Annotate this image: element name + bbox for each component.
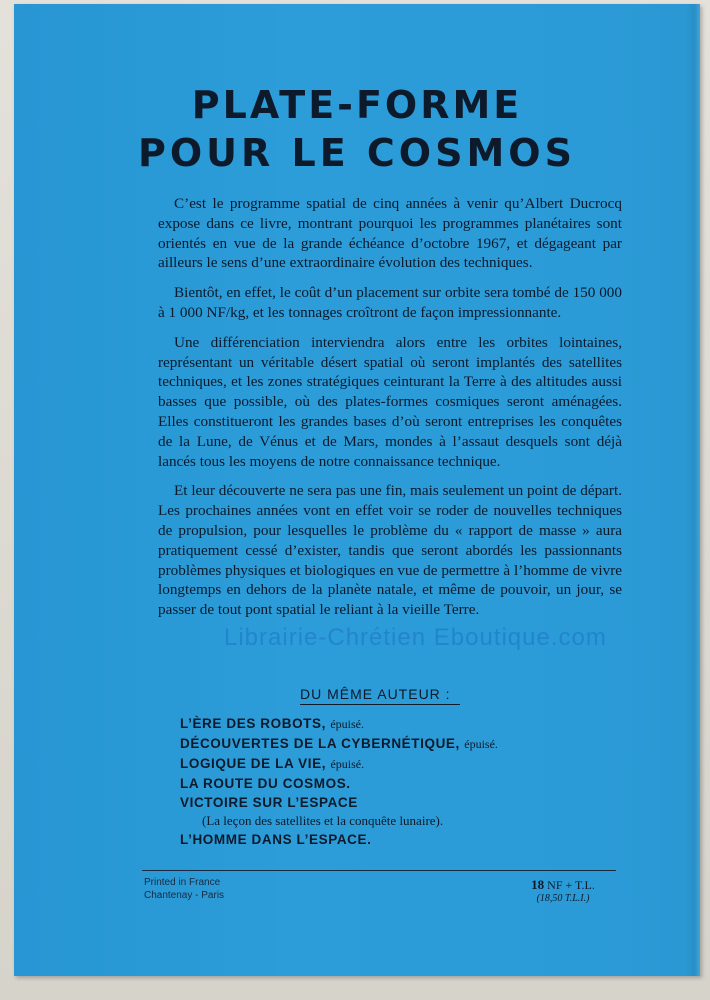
work-status: épuisé. — [464, 737, 498, 751]
printed-line-2: Chantenay - Paris — [144, 890, 225, 901]
work-item — [180, 774, 498, 793]
work-title: VICTOIRE SUR L’ESPACE — [180, 795, 358, 810]
work-status: épuisé. — [330, 717, 364, 731]
price-main — [514, 878, 612, 892]
work-title: LA ROUTE DU COSMOS. — [180, 776, 351, 791]
work-title: L’HOMME DANS L’ESPACE. — [180, 832, 372, 847]
price-unit: NF + T.L. — [547, 878, 595, 892]
cover-title-line-1: PLATE-FORME — [191, 83, 523, 127]
price-value: 18 — [531, 877, 545, 892]
price-block — [514, 878, 612, 905]
author-heading: DU MÊME AUTEUR : — [300, 686, 451, 702]
watermark: Librairie-Chrétien Eboutique.com — [224, 624, 607, 651]
cover-title-line-2: POUR LE COSMOS — [138, 131, 576, 175]
footer-rule — [142, 870, 616, 871]
price-tli: (18,50 T.L.I.) — [536, 893, 590, 904]
other-works-list — [180, 714, 498, 849]
work-item — [180, 830, 498, 849]
work-item — [180, 793, 498, 812]
work-item — [180, 754, 498, 774]
work-title: L’ÈRE DES ROBOTS, — [180, 716, 326, 731]
printer-info — [144, 876, 224, 902]
printed-line-1: Printed in France — [144, 877, 221, 888]
work-subtitle: (La leçon des satellites et la conquête lunaire). — [202, 813, 444, 828]
work-item — [180, 714, 498, 734]
blurb-paragraph-4: Et leur découverte ne sera pas une fin, mais seulement un point de départ. Les prochaines années vont en effet voir se roder de nouvelles techniques de propulsion, pour lesquelles le problème du « rapport de masse » aura pratiquement cessé d’exister, tandis que seront abordés les passionnants problèmes physiques et biologiques en vue de permettre à l’homme de vivre longtemps en dehors de la planète natale, et même de pouvoir, un jour, se passer de tout pont spatial le reliant à la vieille Terre. — [158, 482, 622, 619]
work-title: DÉCOUVERTES DE LA CYBERNÉTIQUE, — [180, 736, 460, 751]
author-heading-underline — [300, 704, 460, 705]
blurb-paragraph-2: Bientôt, en effet, le coût d’un placement sur orbite sera tombé de 150 000 à 1 000 NF/kg, et les tonnages croîtront de façon impressionnante. — [158, 284, 622, 321]
work-item — [180, 734, 498, 754]
work-title: LOGIQUE DE LA VIE, — [180, 756, 327, 771]
book-back-cover — [14, 4, 700, 976]
blurb-paragraph-1: C’est le programme spatial de cinq années à venir qu’Albert Ducrocq expose dans ce livre, montrant pourquoi les programmes planétaires sont orientés en vue de la grande échéance d’octobre 1967, et dégageant par ailleurs le sens d’une extraordinaire évolution des techniques. — [158, 195, 622, 272]
work-status: épuisé. — [330, 757, 365, 771]
blurb-paragraph-3: Une différenciation interviendra alors entre les orbites lointaines, représentant un véritable désert spatial où seront implantés des satellites techniques, et les zones stratégiques ceinturant la Terre à des altitudes aussi basses que possible, où des plates-formes cosmiques seront aménagées. Elles constitueront les grandes bases d’où seront entreprises les conquêtes de la Lune, de Vénus et de Mars, mondes à l’assaut desquels sont déjà lancés tous les moyens de notre connaissance technique. — [158, 333, 622, 470]
blurb-text — [158, 194, 622, 630]
